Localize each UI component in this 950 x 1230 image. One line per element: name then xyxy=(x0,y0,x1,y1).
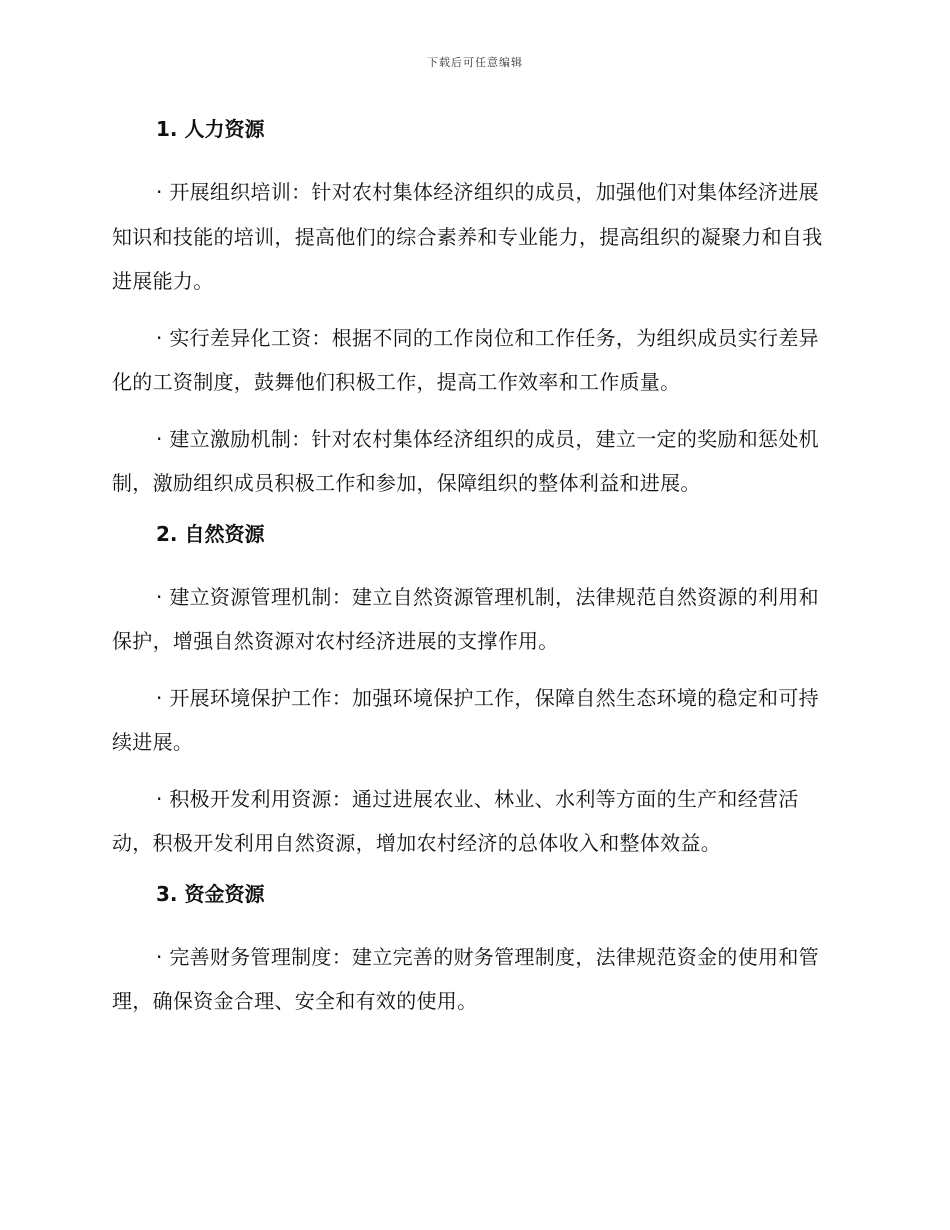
paragraph: · 完善财务管理制度：建立完善的财务管理制度，法律规范资金的使用和管理，确保资金合理、安全和有效的使用。 xyxy=(112,944,819,1013)
section-heading: 2. 自然资源 xyxy=(156,521,265,546)
document-body xyxy=(112,113,830,1036)
paragraph: · 建立资源管理机制：建立自然资源管理机制，法律规范自然资源的利用和保护，增强自然资源对农村经济进展的支撑作用。 xyxy=(112,584,819,653)
section-heading: 1. 人力资源 xyxy=(156,117,265,141)
paragraph: · 开展组织培训：针对农村集体经济组织的成员，加强他们对集体经济进展知识和技能的培训，提高他们的综合素养和专业能力，提高组织的凝聚力和自我进展能力。 xyxy=(112,180,823,293)
page-header: 下载后可任意编辑 xyxy=(427,56,523,69)
section-heading: 3. 资金资源 xyxy=(156,881,265,906)
paragraph: · 建立激励机制：针对农村集体经济组织的成员，建立一定的奖励和惩处机制，激励组织成员积极工作和参加，保障组织的整体利益和进展。 xyxy=(112,426,819,495)
paragraph: · 积极开发利用资源：通过进展农业、林业、水利等方面的生产和经营活动，积极开发利用自然资源，增加农村经济的总体收入和整体效益。 xyxy=(112,786,799,855)
paragraph: · 实行差异化工资：根据不同的工作岗位和工作任务，为组织成员实行差异化的工资制度，鼓舞他们积极工作，提高工作效率和工作质量。 xyxy=(112,325,819,394)
section-natural-resources xyxy=(112,518,830,866)
section-human-resources xyxy=(112,113,830,506)
section-capital-resources xyxy=(112,878,830,1024)
paragraph: · 开展环境保护工作：加强环境保护工作，保障自然生态环境的稳定和可持续进展。 xyxy=(112,685,819,754)
